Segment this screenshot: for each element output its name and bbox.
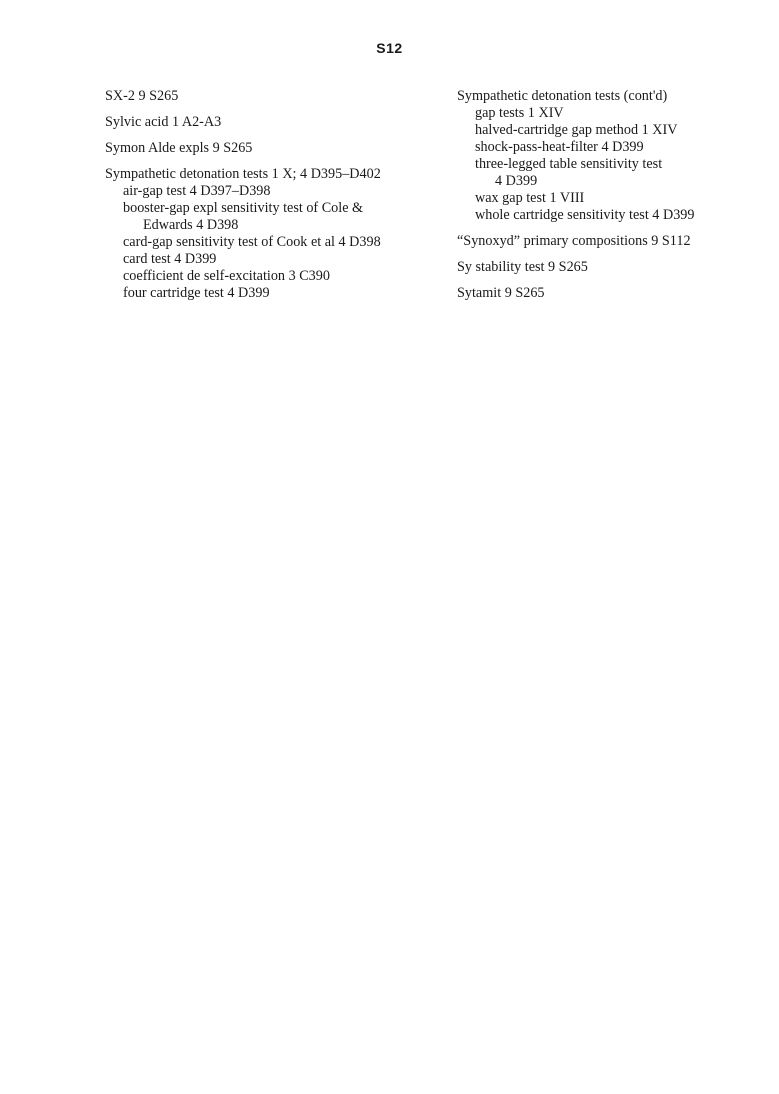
index-entry: [457, 88, 757, 224]
index-entry: [105, 114, 420, 131]
entry-heading: Sylvic acid 1 A2-A3: [105, 114, 222, 130]
subentry: halved-cartridge gap method 1 XIV: [475, 122, 678, 138]
entry-heading: Sytamit 9 S265: [457, 285, 545, 301]
entry-heading: Sy stability test 9 S265: [457, 259, 588, 275]
entry-heading: Sympathetic detonation tests (cont'd): [457, 88, 668, 104]
subentry: gap tests 1 XIV: [475, 105, 564, 121]
subentry-continuation: 4 D399: [495, 173, 538, 189]
index-entry: [457, 259, 757, 276]
entry-heading: “Synoxyd” primary compositions 9 S112: [457, 233, 691, 249]
subentry: card-gap sensitivity test of Cook et al 4 D398: [123, 234, 381, 250]
subentry: whole cartridge sensitivity test 4 D399: [475, 207, 695, 223]
index-entry: [457, 285, 757, 302]
index-column-right: [457, 88, 757, 311]
page-number: S12: [376, 40, 403, 56]
subentry: coefficient de self-excitation 3 C390: [123, 268, 330, 284]
index-entry: [105, 166, 420, 302]
index-entry: [105, 88, 420, 105]
entry-heading: Sympathetic detonation tests 1 X; 4 D395–D402: [105, 166, 381, 182]
subentry: four cartridge test 4 D399: [123, 285, 270, 301]
index-entry: [457, 233, 757, 250]
subentry: card test 4 D399: [123, 251, 217, 267]
subentry: air-gap test 4 D397–D398: [123, 183, 271, 199]
subentry: three-legged table sensitivity test: [475, 156, 663, 172]
subentry-continuation: Edwards 4 D398: [143, 217, 239, 233]
subentry: wax gap test 1 VIII: [475, 190, 585, 206]
subentry: shock-pass-heat-filter 4 D399: [475, 139, 644, 155]
index-column-left: [105, 88, 420, 311]
subentry: booster-gap expl sensitivity test of Cole &: [123, 200, 364, 216]
entry-heading: Symon Alde expls 9 S265: [105, 140, 253, 156]
index-entry: [105, 140, 420, 157]
entry-heading: SX-2 9 S265: [105, 88, 179, 104]
